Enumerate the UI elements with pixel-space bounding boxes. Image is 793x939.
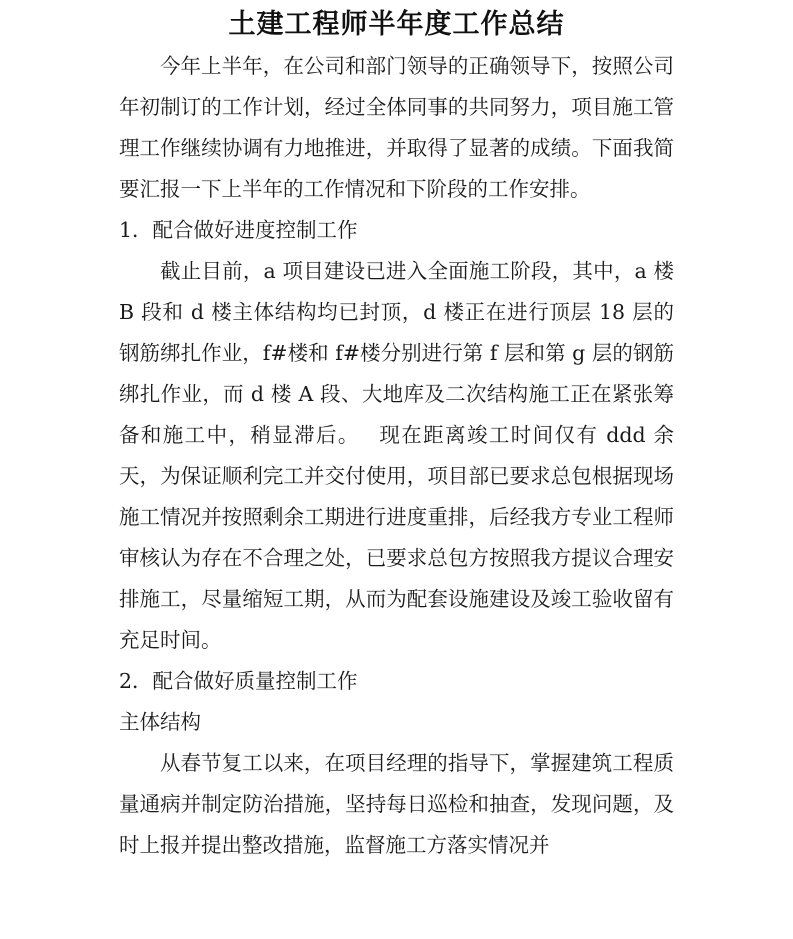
section-2-heading: 2．配合做好质量控制工作 — [119, 669, 358, 693]
section-2-paragraph: 从春节复工以来，在项目经理的指导下，掌握建筑工程质量通病并制定防治措施，坚持每日巡检和抽查，发现问题，及时上报并提出整改措施，监督施工方落实情况并 — [119, 751, 674, 857]
section-1-paragraph: 截止目前，a 项目建设已进入全面施工阶段，其中，a 楼 B 段和 d 楼主体结构均已封顶，d 楼正在进行顶层 18 层的钢筋绑扎作业，f#楼和 f#楼分别进行第 f 层和第 g 层的钢筋绑扎作业，而 d 楼 A 段、大地库及二次结构施工正在紧张筹备和施工中，稍显滞后。 现在距离竣工时间仅有 ddd 余天，为保证顺利完工并交付使用，项目部已要求总包根据现场施工情况并按照剩余工期进行进度重排，后经我方专业工程师审核认为存在不合理之处，已要求总包方按照我方提议合理安排施工，尽量缩短工期，从而为配套设施建设及竣工验收留有充足时间。 — [119, 259, 674, 652]
section-1-heading: 1．配合做好进度控制工作 — [119, 218, 358, 242]
section-2-subheading: 主体结构 — [119, 710, 201, 734]
intro-paragraph: 今年上半年，在公司和部门领导的正确领导下，按照公司年初制订的工作计划，经过全体同事的共同努力，项目施工管理工作继续协调有力地推进，并取得了显著的成绩。下面我简要汇报一下上半年的工作情况和下阶段的工作安排。 — [119, 54, 674, 201]
document-title: 土建工程师半年度工作总结 — [228, 9, 565, 40]
